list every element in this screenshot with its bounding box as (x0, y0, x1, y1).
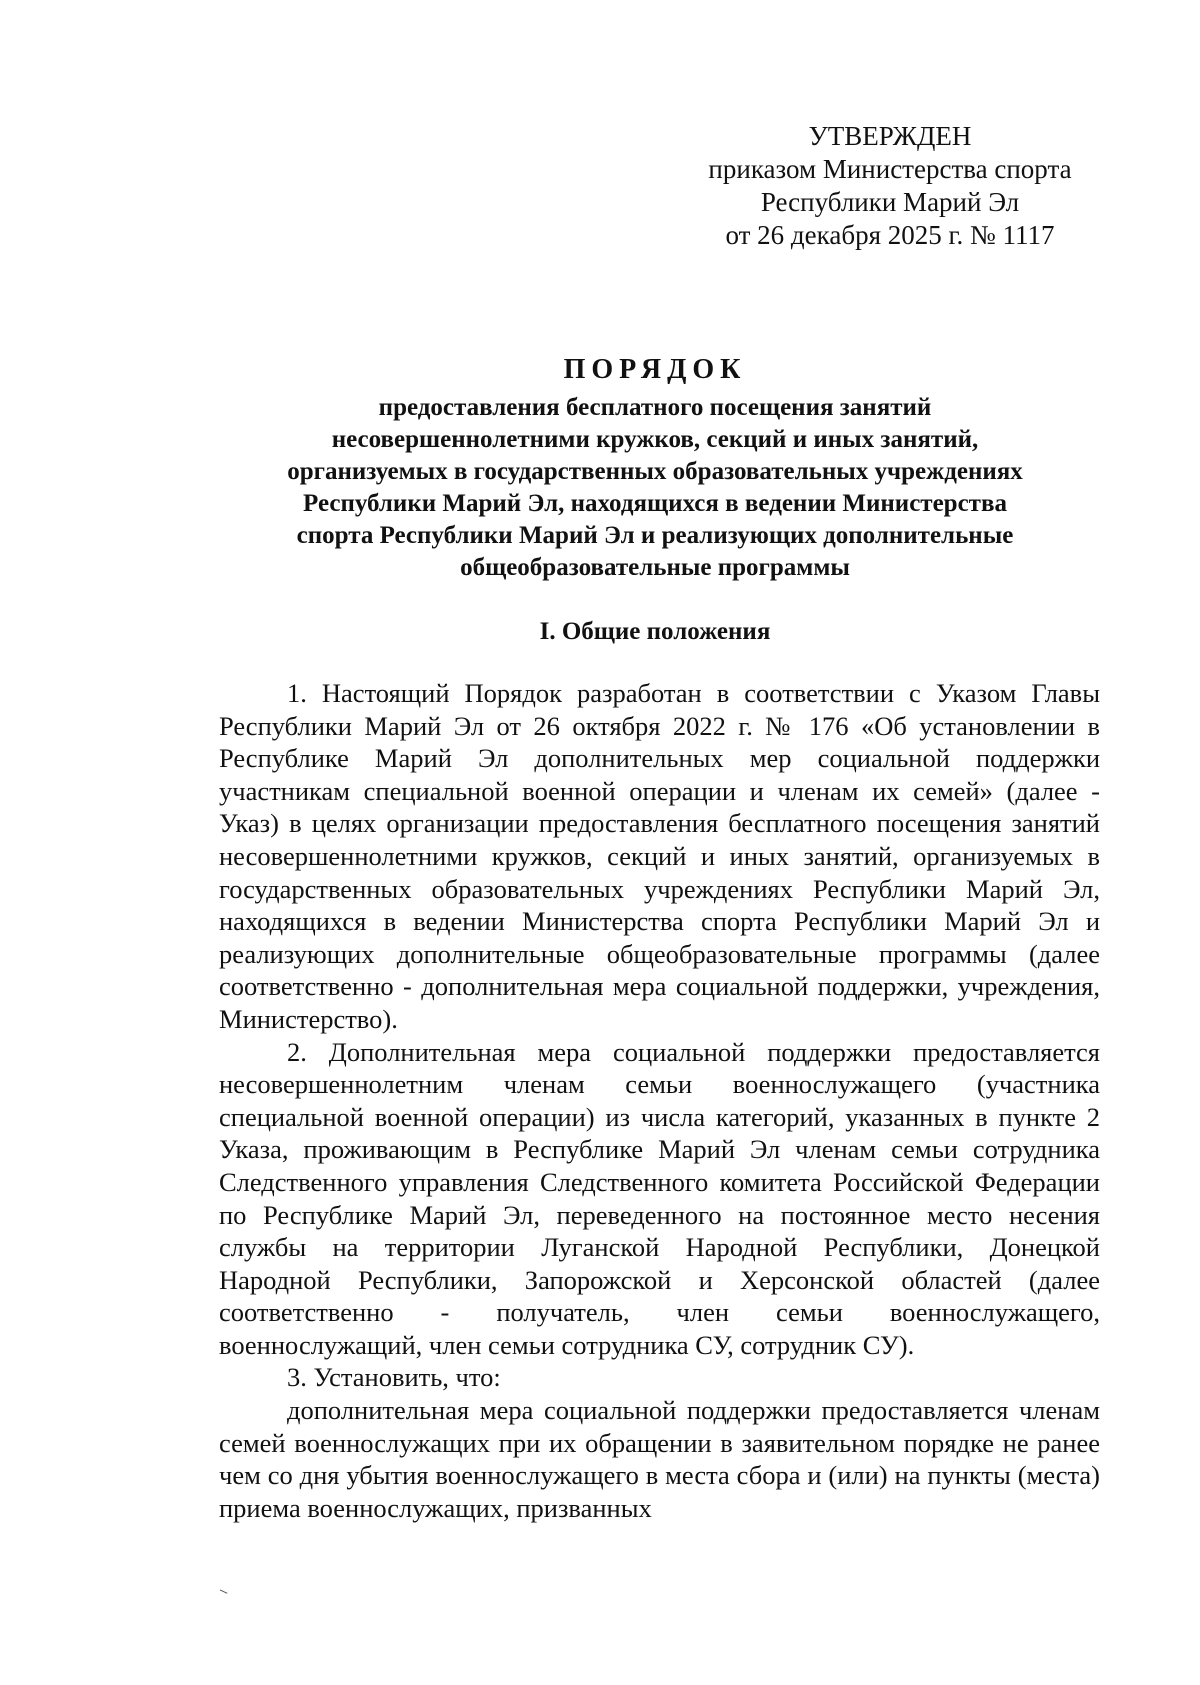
section-heading: I. Общие положения (539, 618, 771, 645)
document-title (230, 354, 1080, 584)
title-heading: ПОРЯДОК (563, 354, 747, 385)
approval-republic-line: Республики Марий Эл (760, 187, 1020, 217)
approval-date-line: от 26 декабря 2025 г. № 1117 (725, 220, 1055, 250)
approval-block (695, 120, 1085, 252)
title-line: организуемых в государственных образовательных учреждениях (287, 458, 1023, 485)
paragraph: 2. Дополнительная мера социальной поддержки предоставляется несовершеннолетним членам семьи военнослужащего (участника специальной военной операции) из числа категорий, указанных в пункте 2 Указа, проживающим в Республике Марий Эл членам семьи сотрудника Следственного управления Следственного комитета Российской Федерации по Республике Марий Эл, переведенного на постоянное место несения службы на территории Луганской Народной Республики, Донецкой Народной Республики, Запорожской и Херсонской областей (далее соответственно - получатель, член семьи военнослужащего, военнослужащий, член семьи сотрудника СУ, сотрудник СУ). (219, 1036, 1100, 1360)
paragraph: дополнительная мера социальной поддержки предоставляется членам семей военнослужащих при их обращении в заявительном порядке не ранее чем со дня убытия военнослужащего в места сбора и (или) на пункты (места) приема военнослужащих, призванных (219, 1395, 1100, 1523)
title-line: Республики Марий Эл, находящихся в ведении Министерства (303, 490, 1007, 517)
title-line: предоставления бесплатного посещения занятий (378, 394, 932, 421)
title-line: спорта Республики Марий Эл и реализующих дополнительные (296, 522, 1014, 549)
approval-label: УТВЕРЖДЕН (808, 121, 972, 151)
title-line: общеобразовательные программы (460, 554, 850, 581)
paragraph: 1. Настоящий Порядок разработан в соответствии с Указом Главы Республики Марий Эл от 26 октября 2022 г. № 176 «Об установлении в Республике Марий Эл дополнительных мер социальной поддержки участникам специальной военной операции и членам их семей» (далее - Указ) в целях организации предоставления бесплатного посещения занятий несовершеннолетними кружков, секций и иных занятий, организуемых в государственных образовательных учреждениях Республики Марий Эл, находящихся в ведении Министерства спорта Республики Марий Эл и реализующих дополнительные общеобразовательные программы (далее соответственно - дополнительная мера социальной поддержки, учреждения, Министерство). (219, 678, 1100, 1034)
title-line: несовершеннолетними кружков, секций и иных занятий, (331, 426, 979, 453)
paragraph: 3. Установить, что: (287, 1362, 501, 1393)
scan-mark (219, 1589, 228, 1596)
document-body (219, 677, 1100, 1524)
approval-order-line: приказом Министерства спорта (708, 154, 1072, 184)
